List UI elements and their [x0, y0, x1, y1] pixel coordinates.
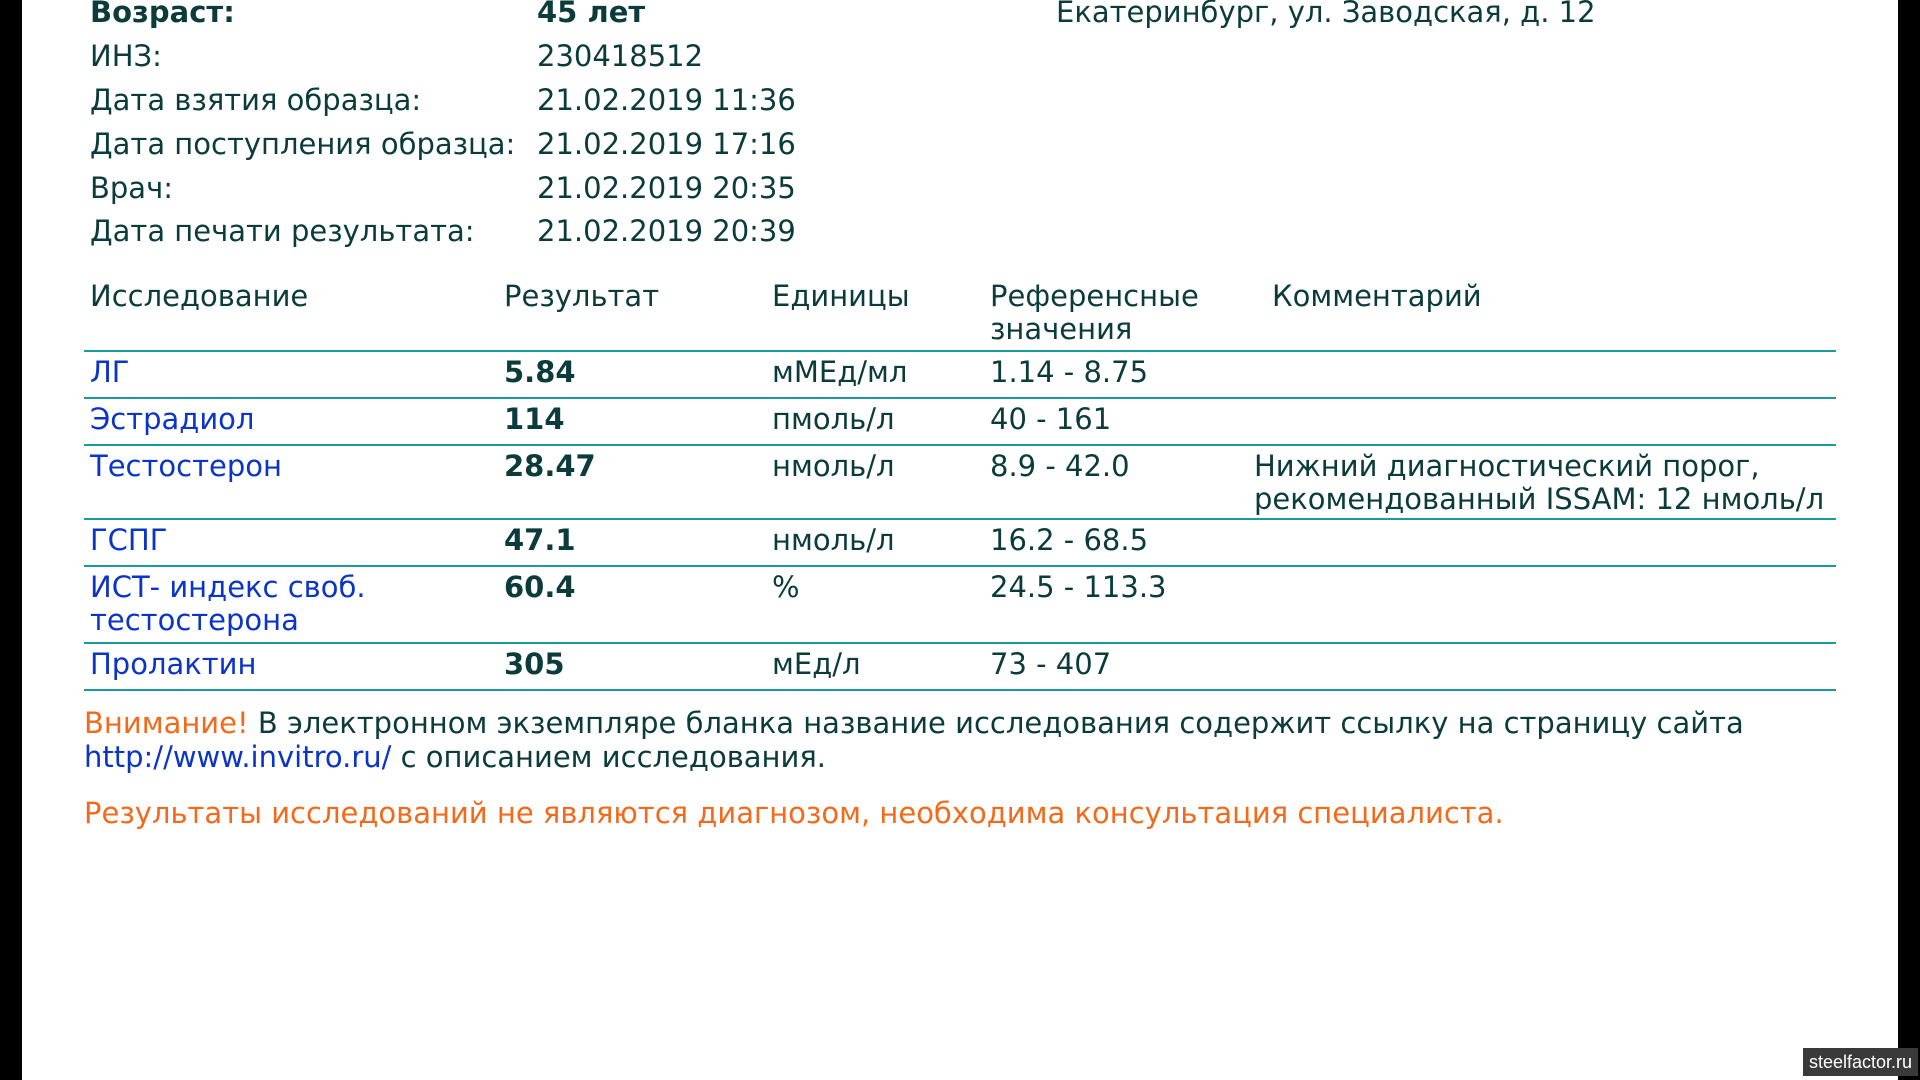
units-value: %: [772, 570, 800, 604]
doctor-label: Врач:: [90, 171, 173, 205]
header-study: Исследование: [90, 279, 309, 313]
print-date-row: [90, 211, 890, 251]
study-link-prolactin[interactable]: Пролактин: [90, 647, 257, 681]
print-date-value: 21.02.2019 20:39: [537, 214, 796, 248]
reference-value: 24.5 - 113.3: [990, 570, 1167, 604]
patient-id-label: ИНЗ:: [90, 39, 162, 73]
units-value: нмоль/л: [772, 523, 895, 557]
table-row: [84, 520, 1836, 567]
patient-id-value: 230418512: [537, 39, 704, 73]
table-row: [84, 567, 1836, 644]
units-value: мМЕд/мл: [772, 355, 908, 389]
header-comment: Комментарий: [1272, 279, 1482, 313]
sample-taken-value: 21.02.2019 11:36: [537, 83, 796, 117]
study-link-fai[interactable]: ИСТ- индекс своб. тестостерона: [90, 570, 366, 637]
patient-age-row: [90, 0, 890, 32]
notice-text-end: с описанием исследования.: [391, 740, 827, 774]
reference-value: 1.14 - 8.75: [990, 355, 1149, 389]
reference-value: 73 - 407: [990, 647, 1112, 681]
study-link-testosterone[interactable]: Тестостерон: [90, 449, 282, 483]
print-date-label: Дата печати результата:: [90, 214, 475, 248]
result-value: 47.1: [504, 523, 576, 557]
result-value: 5.84: [504, 355, 576, 389]
age-value: 45 лет: [537, 0, 646, 29]
lab-address: Екатеринбург, ул. Заводская, д. 12: [1056, 0, 1596, 29]
header-result: Результат: [504, 279, 660, 313]
reference-value: 16.2 - 68.5: [990, 523, 1149, 557]
electronic-copy-notice: [84, 706, 1834, 774]
sample-received-label: Дата поступления образца:: [90, 127, 516, 161]
sample-received-row: [90, 124, 890, 164]
sample-taken-row: [90, 80, 890, 120]
study-link-lh[interactable]: ЛГ: [90, 355, 130, 389]
doctor-value: 21.02.2019 20:35: [537, 171, 796, 205]
reference-value: 8.9 - 42.0: [990, 449, 1130, 483]
table-row: [84, 352, 1836, 399]
study-link-estradiol[interactable]: Эстрадиол: [90, 402, 255, 436]
result-value: 28.47: [504, 449, 596, 483]
comment-value: Нижний диагностический порог, рекомендованный ISSAM: 12 нмоль/л: [1254, 449, 1825, 516]
result-value: 60.4: [504, 570, 576, 604]
sample-taken-label: Дата взятия образца:: [90, 83, 422, 117]
table-row: [84, 399, 1836, 446]
result-value: 114: [504, 402, 565, 436]
results-table-header: [84, 272, 1836, 352]
results-table: [84, 272, 1836, 691]
result-value: 305: [504, 647, 565, 681]
invitro-link[interactable]: http://www.invitro.ru/: [84, 740, 392, 774]
age-label: Возраст:: [90, 0, 235, 29]
units-value: нмоль/л: [772, 449, 895, 483]
diagnosis-disclaimer: Результаты исследований не являются диагнозом, необходима консультация специалиста.: [84, 796, 1504, 830]
study-link-shbg[interactable]: ГСПГ: [90, 523, 168, 557]
units-value: пмоль/л: [772, 402, 895, 436]
lab-report-page: [22, 0, 1898, 1080]
units-value: мЕд/л: [772, 647, 861, 681]
header-units: Единицы: [772, 279, 910, 313]
patient-id-row: [90, 36, 890, 76]
doctor-row: [90, 168, 890, 208]
sample-received-value: 21.02.2019 17:16: [537, 127, 796, 161]
table-row: [84, 446, 1836, 520]
notice-text: В электронном экземпляре бланка название исследования содержит ссылку на страницу сайта: [248, 706, 1744, 740]
header-reference: Референсные значения: [990, 279, 1199, 346]
reference-value: 40 - 161: [990, 402, 1112, 436]
watermark: steelfactor.ru: [1803, 1048, 1918, 1076]
table-row: [84, 644, 1836, 691]
attention-label: Внимание!: [84, 706, 249, 740]
